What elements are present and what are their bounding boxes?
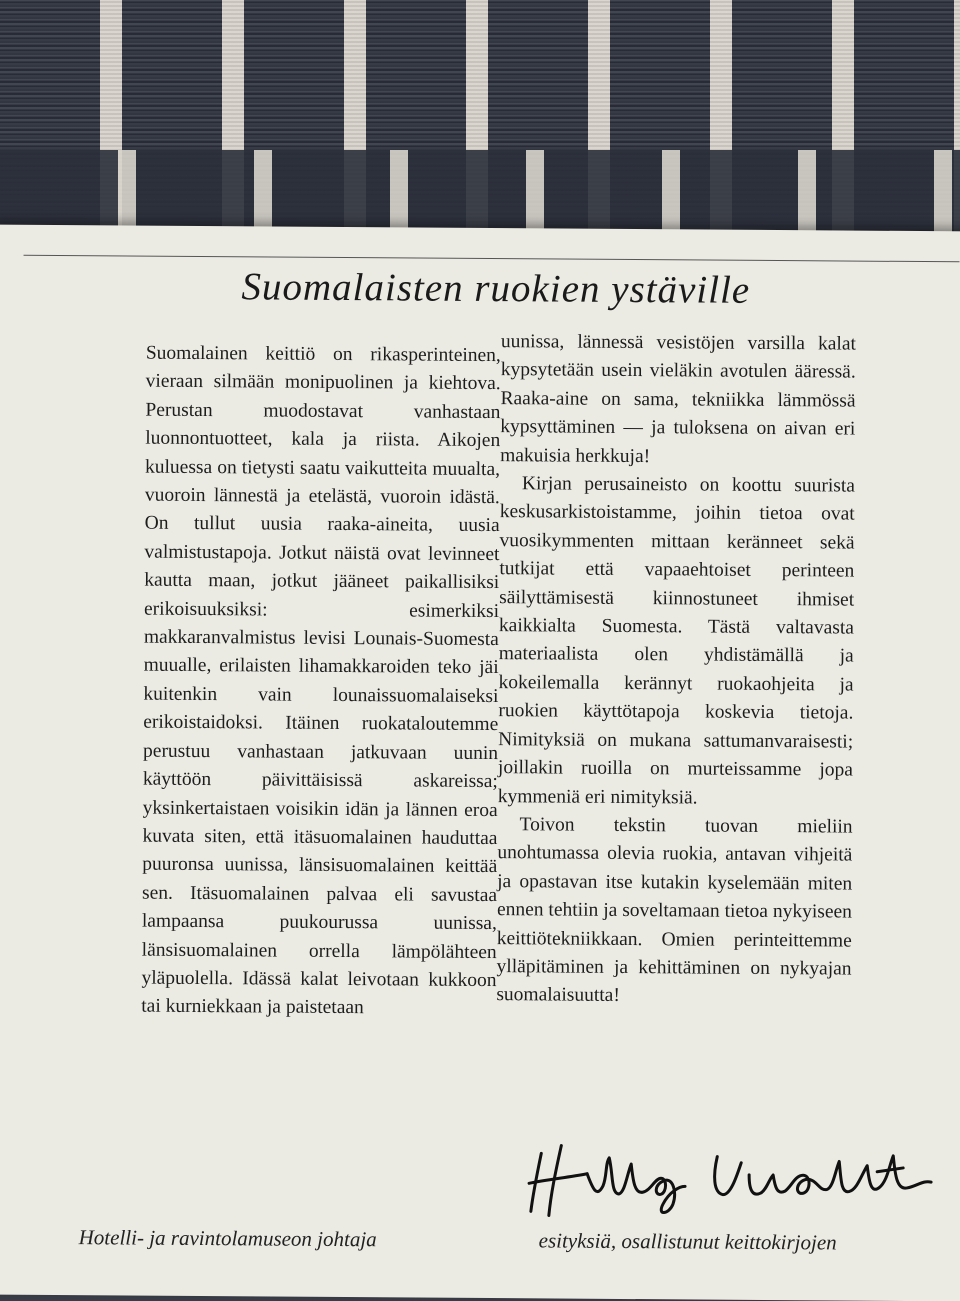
- book-page: [0, 225, 960, 1301]
- footer-caption-left: Hotelli- ja ravintolamuseon johtaja: [78, 1225, 377, 1252]
- handwritten-signature: [527, 1133, 948, 1226]
- right-column: [496, 328, 856, 1012]
- paragraph: Kirjan perusaineisto on koottu suurista keskusarkistoistamme, joihin tietoa ovat vuosikymmenten mittaan keränneet sekä tutkijat että vapaaehtoiset perinteen säilyttämisestä kiinnostuneet ihmiset kaikkialta Suomesta. Tästä valtavasta materiaalista olen yhdistämällä ja kokeilemalla kerännyt ruokaohjeita ja ruokien käyttötapoja koskevia tietoja. Nimityksiä on mukana sattumanvaraisesti; joillakin ruoilla on murteissamme jopa kymmeniä eri nimityksiä.: [497, 473, 856, 808]
- top-rule: [24, 255, 960, 263]
- paragraph: Toivon tekstin tuovan mieliin unohtumassa olevia ruokia, antavan vihjeitä ja opastavan itse kutakin kyselemään miten ennen tehtiin ja soveltamaan tietoa nykyiseen keittiötekniikkaan. Omien perinteittemme ylläpitäminen ja kehittäminen on nykyajan suomalaisuutta!: [496, 814, 853, 1007]
- paragraph: Suomalainen keittiö on rikasperinteinen, vieraan silmään monipuolinen ja kiehtova. Perustan muodostavat vanhastaan luonnontuotteet, kala ja riista. Aikojen kuluessa on tietysti saatu vaikutteita muualta, vuoroin lännestä ja etelästä, vuoroin idästä. On tullut uusia raaka-aineita, uusia valmistustapoja. Jotkut näistä ovat levinneet kautta maan, jotkut jääneet paikallisiksi erikoisuuksiksi: esimerkiksi makkaranvalmistus levisi Lounais-Suomesta muualle, erilaisten lihamakkaroiden teko jäi kuitenkin vain lounaissuomalaiseksi erikoistaidoksi. Itäinen ruokataloutemme perustuu vanhastaan jatkuvaan uunin käyttöön päivittäisissä askareissa; yksinkertaistaen voisikin idän ja lännen eroa kuvata siten, että itäsuomalainen hauduttaa puuronsa uunissa, länsisuomalainen keittää sen. Itäsuomalainen palvaa eli savustaa lampaansa puukourussa uunissa, länsisuomalainen orrella lämpölähteen yläpuolella. Idässä kalat leivotaan kukkoon tai kurniekkaan ja paistetaan: [141, 342, 501, 1019]
- footer-caption-right: esityksiä, osallistunut keittokirjojen: [538, 1228, 837, 1255]
- page-title: Suomalaisten ruokien ystäville: [241, 265, 751, 312]
- paragraph: uunissa, lännessä vesistöjen varsilla kalat kypsytetään usein vieläkin avotulen ääressä. Raaka-aine on sama, tekniikka lämmössä kypsyttäminen — ja tuloksena on aivan eri makuisia herkkuja!: [500, 331, 857, 467]
- woven-rug-background: [0, 0, 960, 245]
- left-column: [141, 340, 501, 1024]
